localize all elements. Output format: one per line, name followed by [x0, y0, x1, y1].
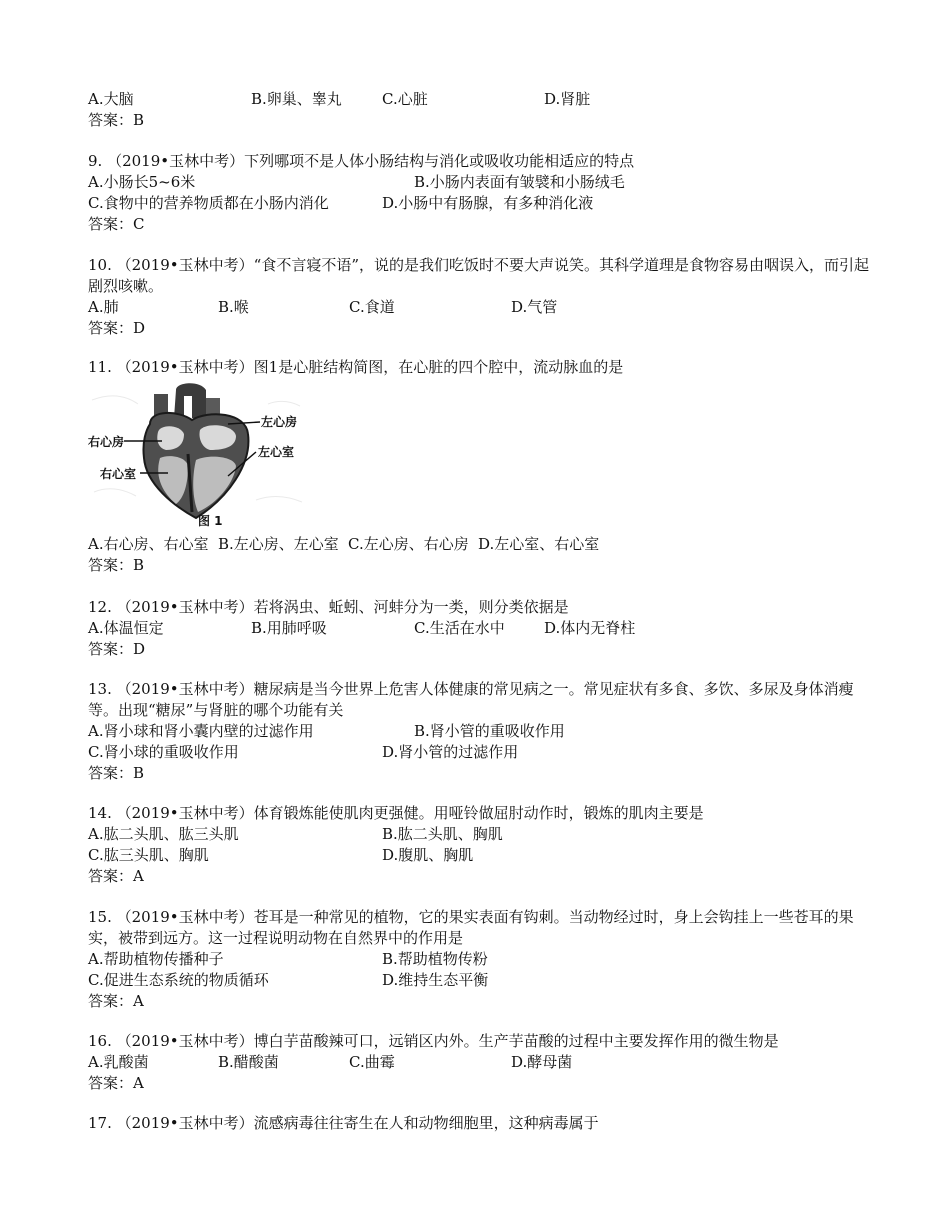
option-c: C.心脏	[382, 90, 428, 108]
option-d: D.肾小管的过滤作用	[382, 743, 519, 761]
option-b: B.肾小管的重吸收作用	[414, 722, 565, 740]
question-stem: 17. （2019•玉林中考）流感病毒往往寄生在人和动物细胞里，这种病毒属于	[88, 1114, 599, 1132]
option-c: C.左心房、右心房	[348, 535, 469, 553]
question-stem: 16. （2019•玉林中考）博白芋苗酸辣可口，远销区内外。生产芋苗酸的过程中主要发挥作用的微生物是	[88, 1032, 779, 1050]
option-d: D.肾脏	[544, 90, 591, 108]
question-16	[88, 1031, 878, 1094]
answer: 答案：D	[88, 319, 146, 337]
option-c: C.生活在水中	[414, 619, 505, 637]
option-d: D.体内无脊柱	[544, 619, 636, 637]
label-left-atrium: 左心房	[261, 415, 298, 429]
label-right-ventricle: 右心室	[100, 467, 137, 481]
options-row	[88, 721, 878, 742]
question-stem: 10. （2019•玉林中考）“食不言寝不语”，说的是我们吃饭时不要大声说笑。其科学道理是食物容易由咽误入，而引起剧烈咳嗽。	[88, 256, 869, 295]
option-b: B.左心房、左心室	[218, 535, 339, 553]
option-c: C.肾小球的重吸收作用	[88, 743, 239, 761]
question-stem: 13. （2019•玉林中考）糖尿病是当今世界上危害人体健康的常见病之一。常见症状有多食、多饮、多尿及身体消瘦等。出现“糖尿”与肾脏的哪个功能有关	[88, 680, 854, 719]
question-stem: 9. （2019•玉林中考）下列哪项不是人体小肠结构与消化或吸收功能相适应的特点	[88, 152, 635, 170]
option-c: C.食道	[349, 298, 395, 316]
option-a: A.肱二头肌、肱三头肌	[88, 825, 239, 843]
question-13	[88, 679, 878, 784]
options-row	[88, 193, 878, 214]
option-a: A.右心房、右心室	[88, 535, 209, 553]
option-b: B.卵巢、睾丸	[251, 90, 342, 108]
answer: 答案：C	[88, 215, 145, 233]
answer: 答案：A	[88, 1074, 144, 1092]
question-11	[88, 357, 878, 576]
options-row	[88, 949, 878, 970]
question-15	[88, 907, 878, 1012]
option-a: A.大脑	[88, 90, 134, 108]
option-a: A.体温恒定	[88, 619, 164, 637]
option-a: A.小肠长5~6米	[88, 173, 196, 191]
option-c: C.食物中的营养物质都在小肠内消化	[88, 194, 329, 212]
option-d: D.气管	[511, 298, 558, 316]
label-left-ventricle: 左心室	[258, 445, 295, 459]
answer: 答案：B	[88, 556, 145, 574]
option-b: B.醋酸菌	[218, 1053, 279, 1071]
answer: 答案：D	[88, 640, 146, 658]
options-row	[88, 824, 878, 845]
question-stem: 15. （2019•玉林中考）苍耳是一种常见的植物，它的果实表面有钩刺。当动物经过时，身上会钩挂上一些苍耳的果实，被带到远方。这一过程说明动物在自然界中的作用是	[88, 908, 854, 947]
question-stem: 14. （2019•玉林中考）体育锻炼能使肌肉更强健。用哑铃做屈肘动作时，锻炼的肌肉主要是	[88, 804, 704, 822]
option-d: D.小肠中有肠腺，有多种消化液	[382, 194, 594, 212]
option-b: B.肱二头肌、胸肌	[382, 825, 503, 843]
answer: 答案：B	[88, 111, 145, 129]
figure-caption: 图 1	[198, 514, 223, 528]
question-12	[88, 597, 878, 660]
option-a: A.肾小球和肾小囊内壁的过滤作用	[88, 722, 314, 740]
options-row	[88, 1052, 878, 1073]
option-a: A.肺	[88, 298, 119, 316]
option-d: D.左心室、右心室	[478, 535, 600, 553]
label-right-atrium: 右心房	[88, 435, 125, 449]
option-b: B.帮助植物传粉	[382, 950, 488, 968]
option-a: A.帮助植物传播种子	[88, 950, 224, 968]
option-a: A.乳酸菌	[88, 1053, 149, 1071]
options-row	[88, 970, 878, 991]
option-d: D.维持生态平衡	[382, 971, 489, 989]
option-c: C.肱三头肌、胸肌	[88, 846, 209, 864]
options-row	[88, 742, 878, 763]
options-row	[88, 297, 878, 318]
options-row	[88, 534, 878, 555]
option-d: D.腹肌、胸肌	[382, 846, 474, 864]
option-d: D.酵母菌	[511, 1053, 573, 1071]
question-stem: 12. （2019•玉林中考）若将涡虫、蚯蚓、河蚌分为一类，则分类依据是	[88, 598, 569, 616]
option-c: C.曲霉	[349, 1053, 395, 1071]
question-10	[88, 255, 878, 339]
question-stem: 11. （2019•玉林中考）图1是心脏结构简图，在心脏的四个腔中，流动脉血的是	[88, 358, 624, 376]
option-b: B.小肠内表面有皱襞和小肠绒毛	[414, 173, 625, 191]
options-row	[88, 845, 878, 866]
answer: 答案：B	[88, 764, 145, 782]
option-b: B.喉	[218, 298, 249, 316]
options-row	[88, 89, 878, 110]
question-8	[88, 89, 878, 131]
option-b: B.用肺呼吸	[251, 619, 327, 637]
answer: 答案：A	[88, 867, 144, 885]
option-c: C.促进生态系统的物质循环	[88, 971, 269, 989]
answer: 答案：A	[88, 992, 144, 1010]
question-14	[88, 803, 878, 887]
heart-diagram	[88, 380, 308, 530]
question-9	[88, 151, 878, 235]
options-row	[88, 618, 878, 639]
options-row	[88, 172, 878, 193]
question-17	[88, 1113, 878, 1134]
